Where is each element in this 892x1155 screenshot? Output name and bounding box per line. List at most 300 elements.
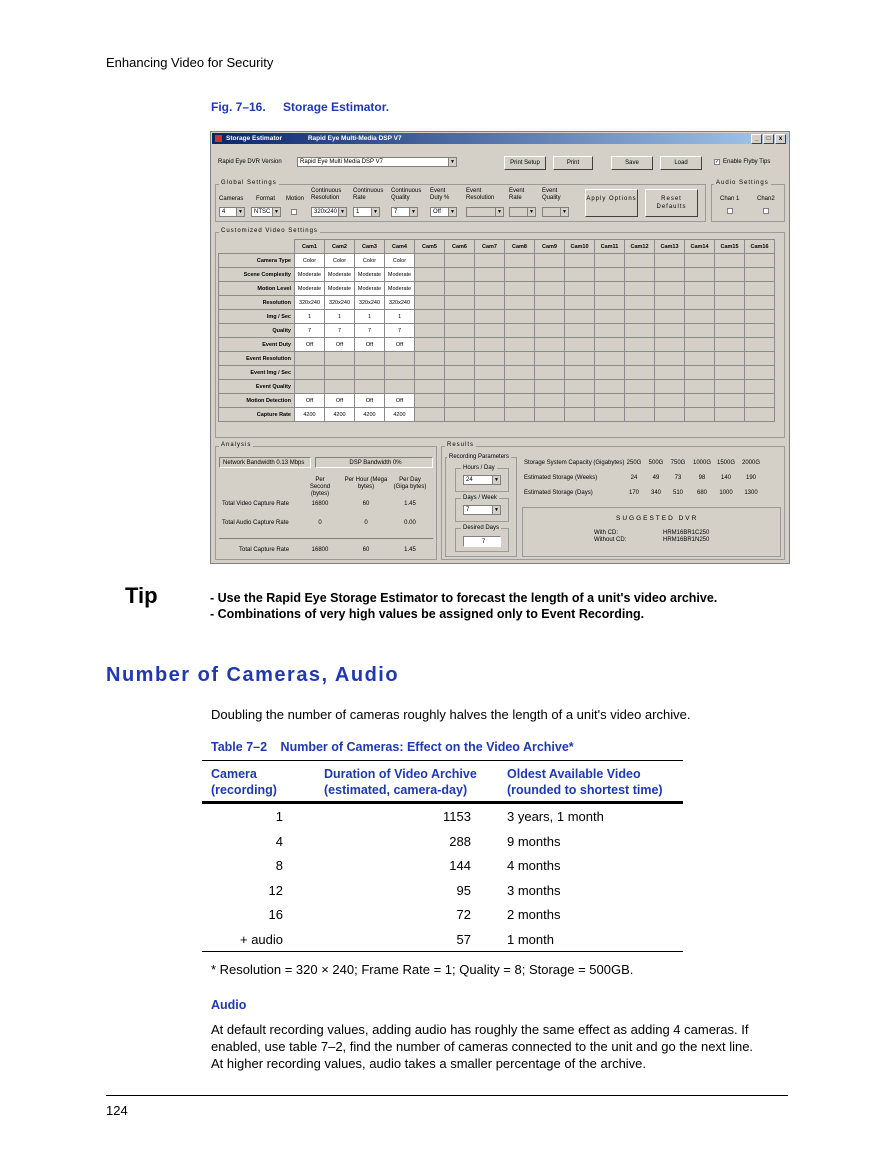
grid-cell-empty[interactable] [415,352,445,366]
grid-cell-empty[interactable] [745,394,775,408]
grid-cell-empty[interactable] [595,324,625,338]
audio-capture-label: Total Audio Capture Rate [222,520,289,526]
grid-cell-empty[interactable] [745,380,775,394]
grid-cell-empty[interactable] [535,254,565,268]
section-intro: Doubling the number of cameras roughly halves the length of a unit's video archive. [211,707,691,722]
grid-cell-empty[interactable] [565,268,595,282]
grid-cell-empty[interactable] [655,380,685,394]
grid-cell-empty[interactable] [565,366,595,380]
chan2-label: Chan2 [757,196,775,202]
grid-cell-empty[interactable] [595,254,625,268]
save-button[interactable]: Save [611,156,653,170]
desired-days-input[interactable]: 7 [463,536,501,547]
chevron-down-icon: ▼ [448,158,456,166]
per-day-header: Per Day (Giga bytes) [393,477,427,490]
grid-cell-empty[interactable] [685,380,715,394]
grid-cell-empty[interactable] [685,254,715,268]
grid-cell[interactable]: 1 [385,310,415,324]
grid-cell-empty[interactable] [415,338,445,352]
table-row [202,858,683,882]
grid-cell-empty[interactable] [625,338,655,352]
grid-cell-empty[interactable] [475,366,505,380]
cont-quality-select[interactable] [391,207,418,217]
cont-rate-select[interactable] [353,207,380,217]
grid-row-label: Event Quality [219,380,295,394]
grid-cell-empty[interactable] [715,408,745,422]
grid-cell-empty[interactable] [745,282,775,296]
grid-cell[interactable]: Off [325,338,355,352]
capacity-label: Storage System Capacity (Gigabytes) [524,460,625,466]
grid-cell-empty[interactable] [715,268,745,282]
grid-cell[interactable]: 4200 [295,408,325,422]
grid-cell-empty[interactable] [535,282,565,296]
weeks-value: 49 [652,475,660,481]
grid-cell-empty[interactable] [685,338,715,352]
grid-cell-empty[interactable] [565,380,595,394]
grid-cell-empty[interactable] [595,380,625,394]
grid-cell-empty[interactable] [415,254,445,268]
grid-cell[interactable]: 7 [355,324,385,338]
event-rate-select[interactable] [509,207,536,217]
grid-cell[interactable]: Off [325,394,355,408]
grid-cell[interactable]: 7 [325,324,355,338]
grid-cell-empty[interactable] [565,310,595,324]
grid-cell-empty[interactable] [565,324,595,338]
grid-cell-empty[interactable] [415,394,445,408]
grid-cell-empty[interactable] [745,296,775,310]
grid-cell-empty[interactable] [625,282,655,296]
grid-cell-empty[interactable] [415,268,445,282]
grid-cell-empty[interactable] [415,408,445,422]
grid-cell[interactable]: 1 [325,310,355,324]
grid-cell-empty[interactable] [625,380,655,394]
grid-cell-empty[interactable] [445,268,475,282]
grid-cell-empty[interactable] [535,380,565,394]
grid-cell-empty[interactable] [595,282,625,296]
audio-capture-per-hour: 0 [364,520,368,526]
audio-heading: Audio [211,998,247,1012]
grid-cell[interactable]: Moderate [355,282,385,296]
grid-cell[interactable]: 1 [355,310,385,324]
grid-cell-empty[interactable] [325,352,355,366]
grid-col-header: Cam14 [685,240,715,254]
grid-cell[interactable]: 1 [295,310,325,324]
grid-cell-empty[interactable] [475,352,505,366]
grid-cell-empty[interactable] [505,296,535,310]
grid-cell-empty[interactable] [475,408,505,422]
days-week-select[interactable] [463,505,501,515]
grid-cell-empty[interactable] [505,310,535,324]
grid-cell-empty[interactable] [535,408,565,422]
grid-row [219,310,775,324]
grid-row [219,324,775,338]
grid-cell-empty[interactable] [475,268,505,282]
grid-cell-empty[interactable] [445,282,475,296]
grid-cell-empty[interactable] [505,408,535,422]
grid-cell-empty[interactable] [445,394,475,408]
grid-cell-empty[interactable] [745,338,775,352]
oldest-video: 3 years, 1 month [507,809,604,824]
grid-cell-empty[interactable] [565,282,595,296]
close-icon[interactable]: x [775,134,786,144]
grid-cell-empty[interactable] [505,268,535,282]
grid-cell-empty[interactable] [295,380,325,394]
grid-row [219,394,775,408]
window-titlebar [212,133,788,144]
grid-cell-empty[interactable] [685,324,715,338]
table-number: Table 7–2 [211,740,268,754]
table-header-camera [211,766,277,798]
grid-cell-empty[interactable] [625,394,655,408]
grid-cell-empty[interactable] [715,310,745,324]
grid-row-label: Resolution [219,296,295,310]
grid-cell-empty[interactable] [565,408,595,422]
grid-cell-empty[interactable] [685,352,715,366]
grid-cell-empty[interactable] [475,296,505,310]
days-week-value: 7 [466,507,470,513]
grid-cell-empty[interactable] [475,282,505,296]
grid-cell-empty[interactable] [385,352,415,366]
grid-cell[interactable]: 320x240 [295,296,325,310]
motion-label: Motion [286,196,305,202]
video-capture-per-day: 1.45 [404,501,416,507]
grid-cell-empty[interactable] [535,338,565,352]
days-week-label: Days / Week [463,495,497,501]
minimize-icon[interactable]: _ [751,134,762,144]
event-quality-select[interactable] [542,207,569,217]
grid-cell-empty[interactable] [505,324,535,338]
grid-row [219,408,775,422]
camera-count: 16 [268,907,283,922]
grid-cell[interactable]: Off [385,394,415,408]
grid-cell-empty[interactable] [745,254,775,268]
grid-cell-empty[interactable] [355,352,385,366]
grid-cell-empty[interactable] [745,408,775,422]
grid-cell-empty[interactable] [325,366,355,380]
grid-cell-empty[interactable] [655,338,685,352]
grid-cell[interactable]: 320x240 [325,296,355,310]
grid-cell[interactable]: Color [325,254,355,268]
grid-cell[interactable]: Color [295,254,325,268]
without-cd-label: Without CD: [594,537,627,543]
grid-cell[interactable]: 4200 [325,408,355,422]
days-value: 1000 [719,490,733,496]
grid-cell[interactable]: Moderate [295,282,325,296]
days-value: 340 [650,490,661,496]
grid-cell-empty[interactable] [505,380,535,394]
print-setup-button[interactable]: Print Setup [504,156,546,170]
grid-cell-empty[interactable] [355,366,385,380]
header-line: (estimated, camera-day) [324,783,468,797]
cameras-value: 4 [222,209,226,215]
cont-quality-value: 7 [394,209,398,215]
grid-cell[interactable]: 4200 [385,408,415,422]
grid-cell-empty[interactable] [595,310,625,324]
grid-cell-empty[interactable] [655,408,685,422]
format-select[interactable] [251,207,281,217]
grid-cell-empty[interactable] [475,310,505,324]
grid-cell-empty[interactable] [565,254,595,268]
grid-cell-empty[interactable] [415,282,445,296]
grid-cell-empty[interactable] [475,394,505,408]
grid-cell-empty[interactable] [445,324,475,338]
grid-cell-empty[interactable] [625,310,655,324]
grid-cell-empty[interactable] [295,352,325,366]
grid-cell-empty[interactable] [535,394,565,408]
grid-cell-empty[interactable] [655,352,685,366]
grid-cell-empty[interactable] [715,282,745,296]
grid-cell-empty[interactable] [505,394,535,408]
grid-cell-empty[interactable] [715,254,745,268]
grid-cell-empty[interactable] [445,380,475,394]
grid-cell[interactable]: Off [355,394,385,408]
grid-cell-empty[interactable] [325,380,355,394]
grid-row [219,366,775,380]
grid-cell-empty[interactable] [655,366,685,380]
grid-cell-empty[interactable] [625,254,655,268]
motion-checkbox[interactable] [291,209,297,215]
grid-cell-empty[interactable] [745,352,775,366]
grid-cell-empty[interactable] [355,380,385,394]
grid-cell-empty[interactable] [655,324,685,338]
grid-cell-empty[interactable] [565,394,595,408]
grid-cell-empty[interactable] [385,380,415,394]
grid-cell[interactable]: Off [295,394,325,408]
grid-cell[interactable]: Moderate [385,268,415,282]
without-cd-model: HRM16BR1N250 [663,537,710,543]
grid-cell-empty[interactable] [445,408,475,422]
table-caption [211,740,574,754]
grid-cell-empty[interactable] [505,254,535,268]
chan2-checkbox[interactable] [763,208,769,214]
header-line: Camera [211,767,257,781]
grid-cell-empty[interactable] [595,366,625,380]
grid-cell-empty[interactable] [625,324,655,338]
event-duty-select[interactable] [430,207,457,217]
grid-cell-empty[interactable] [625,408,655,422]
grid-cell-empty[interactable] [715,366,745,380]
grid-cell-empty[interactable] [475,380,505,394]
tip-line-1: - Use the Rapid Eye Storage Estimator to forecast the length of a unit's video archive. [210,591,718,605]
grid-cell-empty[interactable] [655,394,685,408]
grid-cell-empty[interactable] [715,338,745,352]
grid-cell-empty[interactable] [655,282,685,296]
chan1-checkbox[interactable] [727,208,733,214]
recording-params-title: Recording Parameters [449,454,510,460]
hours-day-value: 24 [466,477,473,483]
grid-cell[interactable]: 7 [295,324,325,338]
grid-col-header: Cam11 [595,240,625,254]
grid-col-header: Cam3 [355,240,385,254]
grid-cell-empty[interactable] [655,296,685,310]
grid-cell-empty[interactable] [595,268,625,282]
grid-col-header: Cam15 [715,240,745,254]
grid-cell-empty[interactable] [685,394,715,408]
cont-resolution-select[interactable] [311,207,347,217]
grid-cell-empty[interactable] [715,324,745,338]
chevron-down-icon: ▼ [560,208,568,216]
grid-cell-empty[interactable] [385,366,415,380]
cameras-select[interactable] [219,207,245,217]
grid-cell[interactable]: Color [355,254,385,268]
grid-cell-empty[interactable] [685,408,715,422]
chevron-down-icon: ▼ [236,208,244,216]
grid-cell-empty[interactable] [625,296,655,310]
cont-resolution-value: 320x240 [314,209,338,215]
audio-capture-per-second: 0 [318,520,322,526]
grid-cell-empty[interactable] [535,268,565,282]
camera-count: + audio [239,931,283,947]
grid-cell-empty[interactable] [535,310,565,324]
grid-cell-empty[interactable] [535,324,565,338]
grid-row-label: Event Duty [219,338,295,352]
event-duty-label: Event Duty % [430,188,450,201]
grid-cell-empty[interactable] [445,338,475,352]
grid-cell-empty[interactable] [595,352,625,366]
grid-cell-empty[interactable] [505,338,535,352]
grid-cell-empty[interactable] [745,268,775,282]
grid-row [219,380,775,394]
grid-cell-empty[interactable] [415,324,445,338]
header-line: Oldest Available Video [507,767,641,781]
video-capture-label: Total Video Capture Rate [222,501,289,507]
grid-cell-empty[interactable] [685,268,715,282]
grid-cell-empty[interactable] [685,296,715,310]
reset-defaults-button[interactable]: Reset Defaults [645,189,698,217]
capacity-value: 250G [626,460,642,466]
grid-cell[interactable]: Moderate [355,268,385,282]
apply-options-button[interactable]: Apply Options [585,189,638,217]
grid-col-header: Cam10 [565,240,595,254]
grid-cell[interactable]: 4200 [355,408,385,422]
analysis-title: Analysis [221,442,252,448]
grid-cell-empty[interactable] [715,394,745,408]
grid-cell-empty[interactable] [475,324,505,338]
flyby-tips-checkbox[interactable]: ✓ [715,159,720,165]
grid-cell[interactable]: Color [385,254,415,268]
grid-cell-empty[interactable] [535,366,565,380]
grid-cell[interactable]: Off [295,338,325,352]
camera-count: 1 [275,809,283,824]
grid-cell-empty[interactable] [655,268,685,282]
grid-cell-empty[interactable] [685,310,715,324]
grid-row [219,352,775,366]
grid-cell-empty[interactable] [415,310,445,324]
grid-cell[interactable]: Moderate [325,268,355,282]
print-button[interactable]: Print [553,156,593,170]
format-label: Format [256,196,276,202]
results-title: Results [447,442,475,448]
grid-cell-empty[interactable] [565,338,595,352]
grid-cell-empty[interactable] [595,408,625,422]
grid-cell[interactable]: Off [355,338,385,352]
window-subtitle: Rapid Eye Multi-Media DSP V7 [307,135,402,142]
total-capture-per-second: 16800 [311,547,329,553]
camera-count: 12 [268,882,283,898]
grid-cell-empty[interactable] [415,366,445,380]
grid-cell[interactable]: Moderate [325,282,355,296]
grid-cell-empty[interactable] [625,352,655,366]
per-hour-header: Per Hour (Mega bytes) [344,477,388,490]
grid-cell-empty[interactable] [535,296,565,310]
table-bottom-rule [202,951,683,952]
capacity-value: 750G [670,460,686,466]
storage-estimator-window [210,131,790,564]
grid-cell-empty[interactable] [505,352,535,366]
grid-cell-empty[interactable] [445,352,475,366]
global-settings-title: Global Settings [221,180,277,186]
grid-cell-empty[interactable] [535,352,565,366]
grid-cell-empty[interactable] [655,254,685,268]
grid-col-header: Cam9 [535,240,565,254]
grid-cell-empty[interactable] [715,380,745,394]
grid-cell[interactable]: 320x240 [385,296,415,310]
grid-col-header: Cam5 [415,240,445,254]
grid-cell-empty[interactable] [295,366,325,380]
grid-cell-empty[interactable] [505,282,535,296]
grid-cell[interactable]: 7 [385,324,415,338]
grid-cell-empty[interactable] [685,282,715,296]
grid-cell-empty[interactable] [745,324,775,338]
grid-cell-empty[interactable] [445,254,475,268]
grid-cell-empty[interactable] [505,366,535,380]
grid-cell-empty[interactable] [475,338,505,352]
archive-duration: 72 [456,907,471,922]
grid-col-header: Cam4 [385,240,415,254]
grid-cell-empty[interactable] [445,296,475,310]
grid-cell-empty[interactable] [625,366,655,380]
table-header-duration [324,766,477,798]
grid-cell-empty[interactable] [745,366,775,380]
grid-row-label: Motion Level [219,282,295,296]
grid-cell-empty[interactable] [445,366,475,380]
grid-cell-empty[interactable] [595,296,625,310]
grid-cell[interactable]: Moderate [385,282,415,296]
grid-cell-empty[interactable] [715,352,745,366]
grid-cell-empty[interactable] [745,310,775,324]
grid-cell-empty[interactable] [415,296,445,310]
grid-cell-empty[interactable] [595,394,625,408]
grid-col-header: Cam12 [625,240,655,254]
grid-cell[interactable]: 320x240 [355,296,385,310]
oldest-video: 1 month [507,931,554,947]
video-capture-per-second: 16800 [311,501,329,507]
grid-cell[interactable]: Moderate [295,268,325,282]
grid-cell-empty[interactable] [625,268,655,282]
grid-col-header: Cam16 [745,240,775,254]
load-button[interactable]: Load [660,156,702,170]
grid-cell-empty[interactable] [685,366,715,380]
dvr-version-select[interactable] [297,157,457,167]
grid-cell-empty[interactable] [715,296,745,310]
grid-cell-empty[interactable] [445,310,475,324]
suggested-dvr-title: SUGGESTED DVR [616,515,699,522]
table-header-oldest [507,766,663,798]
grid-cell-empty[interactable] [565,352,595,366]
event-resolution-select[interactable] [466,207,504,217]
grid-row-label: Capture Rate [219,408,295,422]
grid-cell-empty[interactable] [565,296,595,310]
chevron-down-icon: ▼ [272,208,280,216]
cameras-label: Cameras [219,196,244,202]
grid-cell[interactable]: Off [385,338,415,352]
grid-cell-empty[interactable] [475,254,505,268]
maximize-icon[interactable]: □ [763,134,774,144]
hours-day-select[interactable] [463,475,501,485]
grid-cell-empty[interactable] [595,338,625,352]
grid-cell-empty[interactable] [655,310,685,324]
grid-cell-empty[interactable] [415,380,445,394]
